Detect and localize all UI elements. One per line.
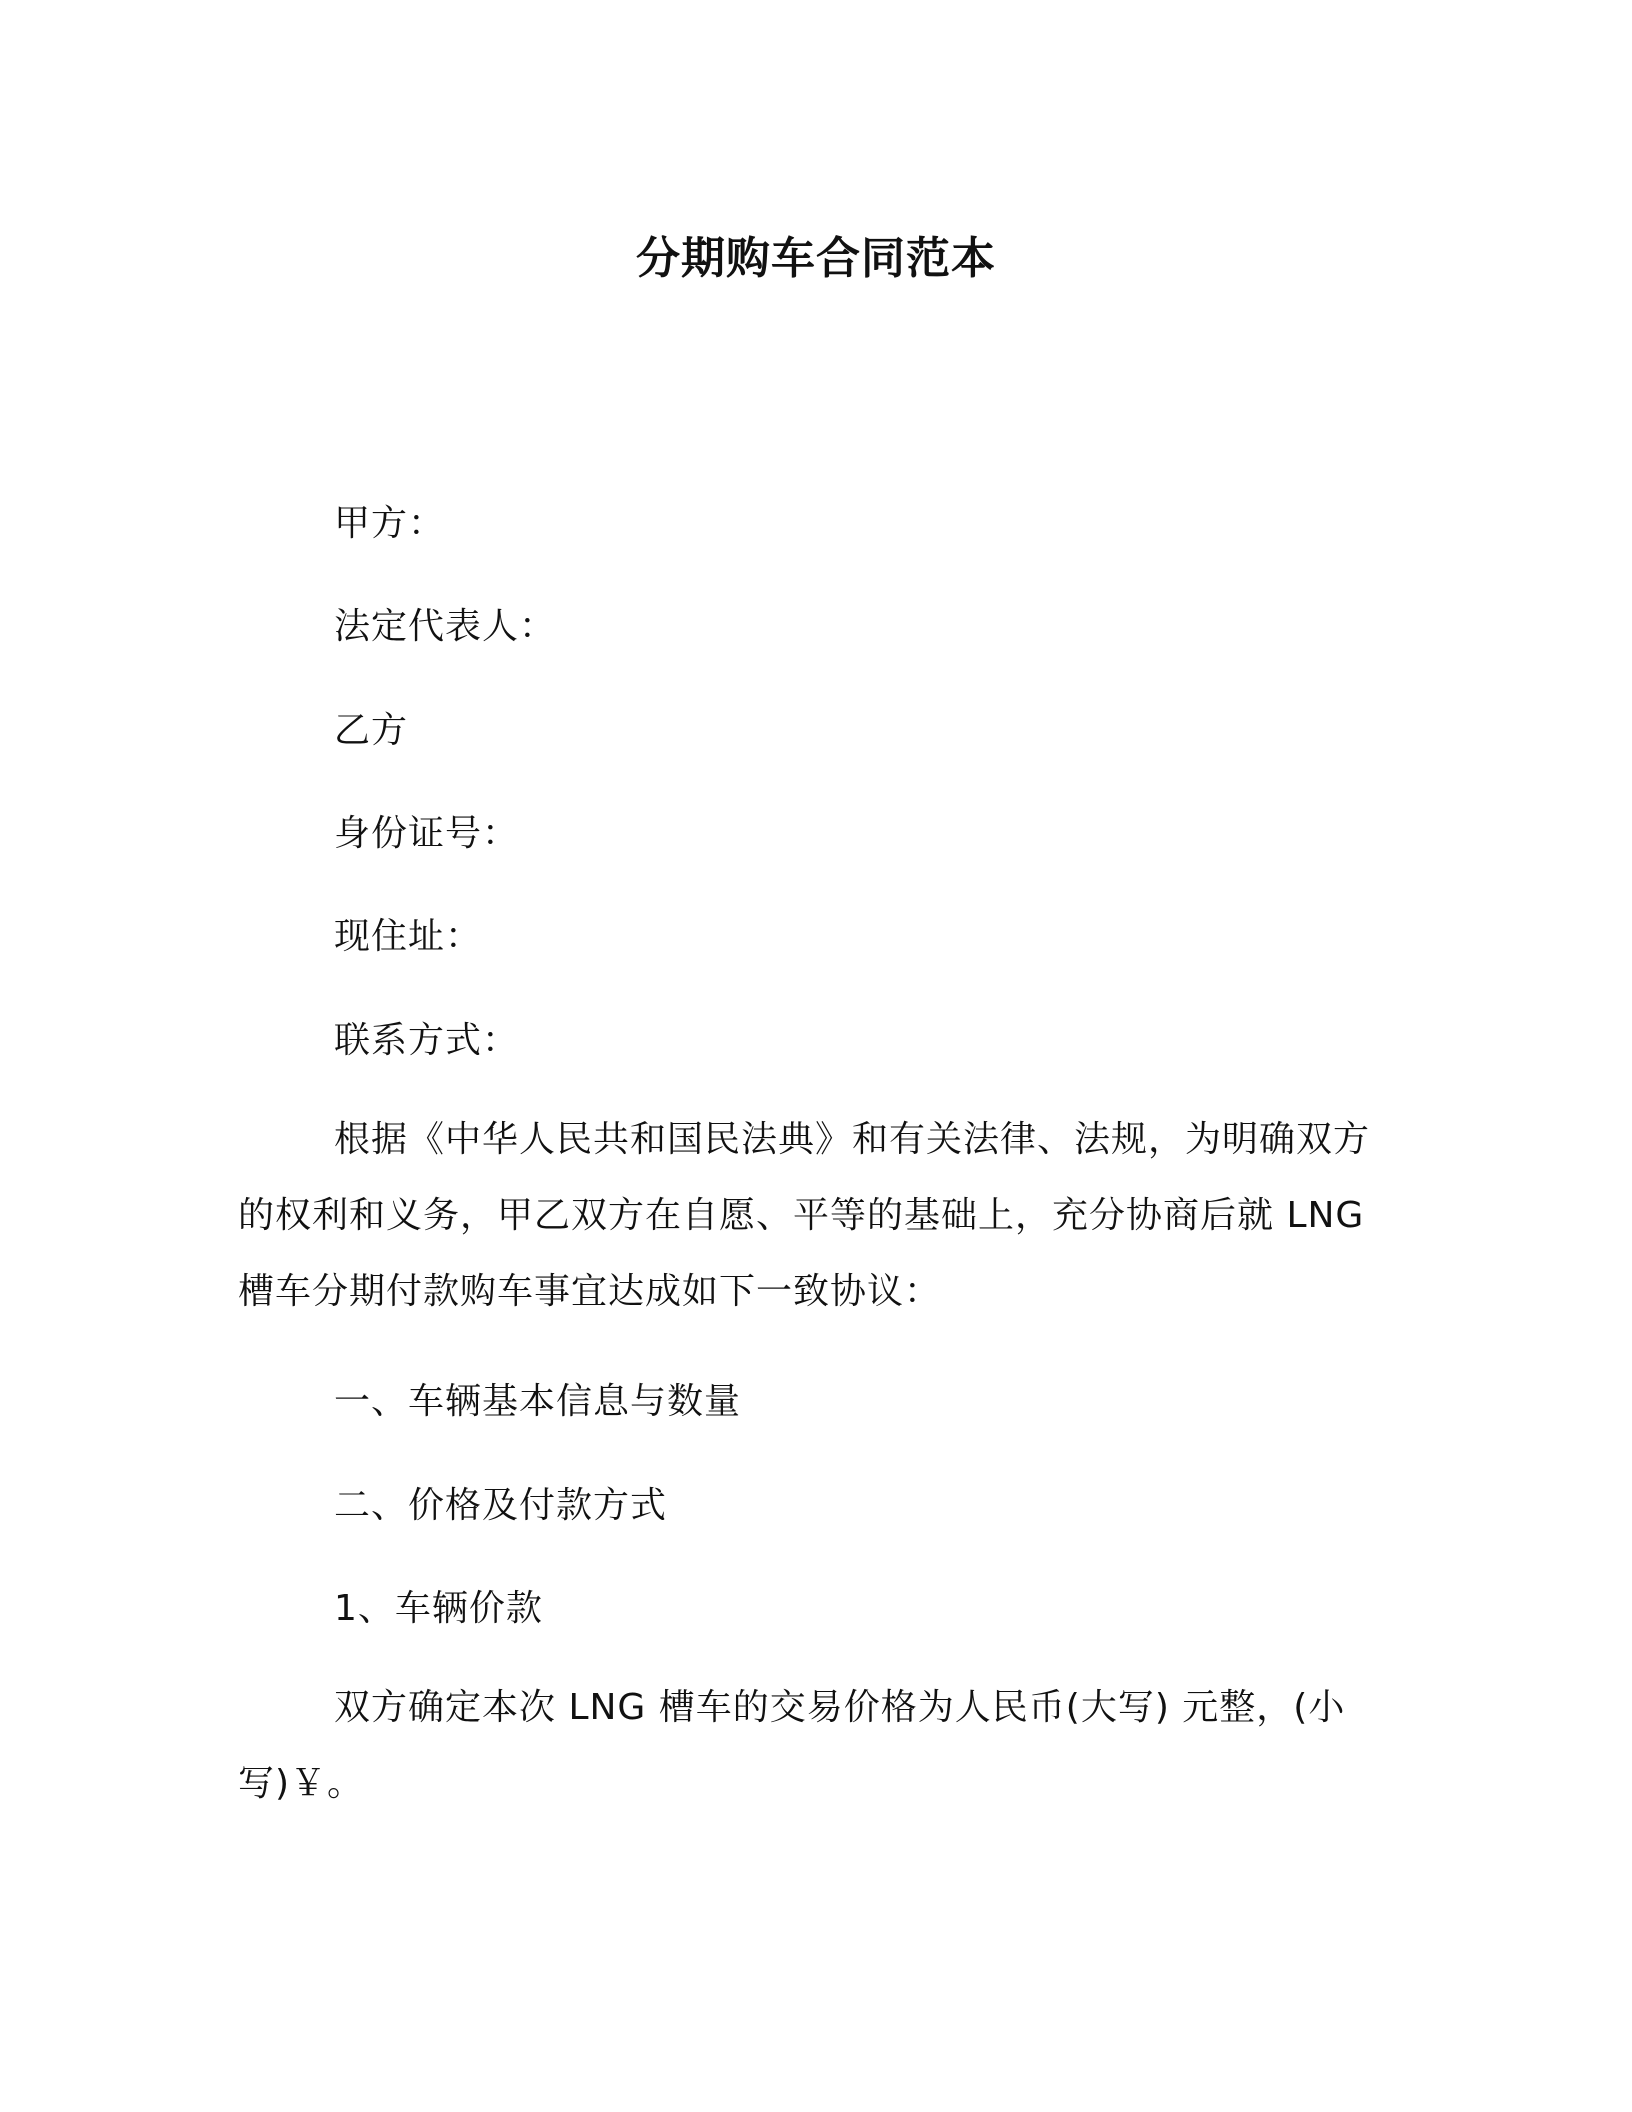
party-b-field: 乙方 (334, 710, 409, 751)
document-title: 分期购车合同范本 (636, 233, 996, 284)
section-heading-vehicle-info: 一、车辆基本信息与数量 (334, 1381, 742, 1422)
legal-representative-field: 法定代表人： (334, 606, 557, 647)
party-a-field: 甲方： (334, 503, 446, 544)
price-paragraph: 双方确定本次 LNG 槽车的交易价格为人民币(大写) 元整，(小写)￥。 (238, 1687, 1346, 1804)
contact-field: 联系方式： (334, 1020, 520, 1061)
id-number-field: 身份证号： (334, 813, 520, 854)
address-field: 现住址： (334, 916, 483, 957)
intro-paragraph: 根据《中华人民共和国民法典》和有关法律、法规，为明确双方的权利和义务，甲乙双方在自愿、平等的基础上，充分协商后就 LNG 槽车分期付款购车事宜达成如下一致协议： (238, 1119, 1371, 1312)
section-heading-price-payment: 二、价格及付款方式 (334, 1485, 668, 1526)
subsection-heading-vehicle-price: 1、车辆价款 (334, 1588, 543, 1629)
